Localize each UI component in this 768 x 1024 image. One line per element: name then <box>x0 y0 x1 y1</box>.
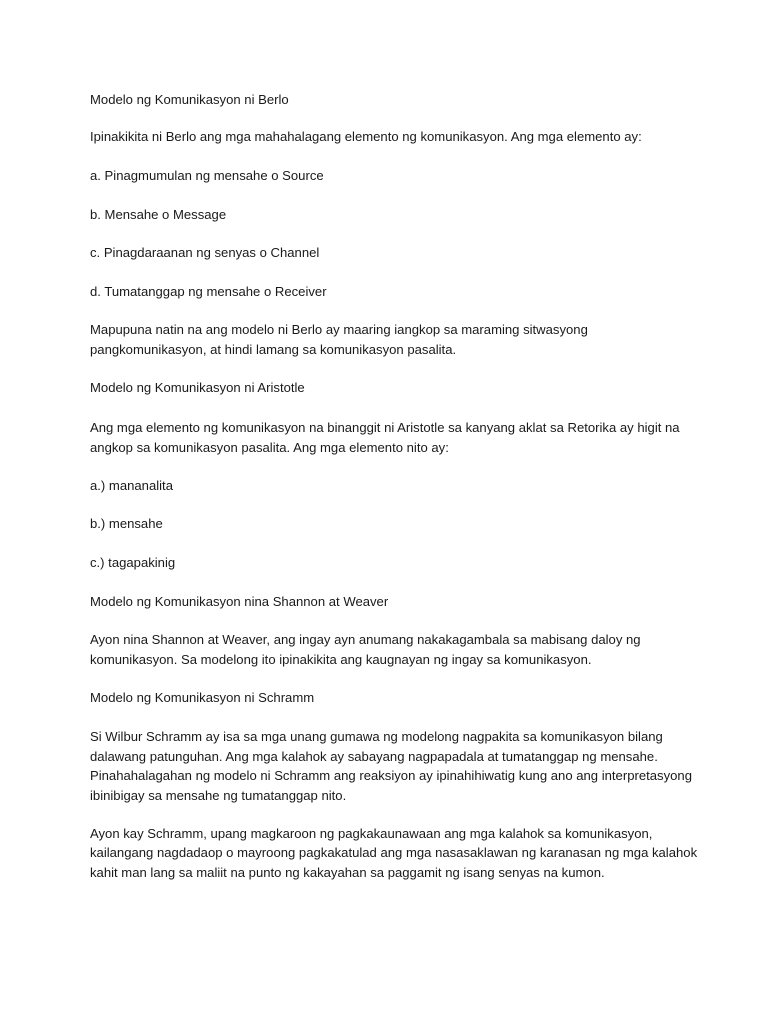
paragraph-line: Mapupuna natin na ang modelo ni Berlo ay maaring iangkop sa maraming sitwasyong <box>90 322 588 337</box>
list-item: a.) mananalita <box>90 478 173 493</box>
heading-schramm: Modelo ng Komunikasyon ni Schramm <box>90 690 315 705</box>
list-item: a. Pinagmumulan ng mensahe o Source <box>90 168 324 183</box>
paragraph-line: Ang mga elemento ng komunikasyon na binanggit ni Aristotle sa kanyang aklat sa Retorika ay higit na <box>90 420 680 435</box>
list-item: b. Mensahe o Message <box>90 207 227 222</box>
list-item: b.) mensahe <box>90 516 163 531</box>
paragraph-line: kailangang nagdadaop o mayroong pagkakatulad ang mga nasasaklawan ng karanasan ng mga kalahok <box>90 845 698 860</box>
list-item: d. Tumatanggap ng mensahe o Receiver <box>90 284 327 299</box>
heading-shannon-weaver: Modelo ng Komunikasyon nina Shannon at Weaver <box>90 594 389 609</box>
heading-berlo: Modelo ng Komunikasyon ni Berlo <box>90 92 289 107</box>
paragraph-line: Pinahahalagahan ng modelo ni Schramm ang reaksiyon ay ipinahihiwatig kung ano ang interpretasyong <box>90 768 692 783</box>
paragraph-line: ibinibigay sa mensahe ng tumatanggap nito. <box>90 788 347 803</box>
paragraph-line: komunikasyon. Sa modelong ito ipinakikita ang kaugnayan ng ingay sa komunikasyon. <box>90 652 592 667</box>
paragraph-line: dalawang patunguhan. Ang mga kalahok ay sabayang nagpapadala at tumatanggap ng mensahe. <box>90 749 658 764</box>
paragraph-line: Ayon kay Schramm, upang magkaroon ng pagkakaunawaan ang mga kalahok sa komunikasyon, <box>90 826 653 841</box>
paragraph-line: Ayon nina Shannon at Weaver, ang ingay ayn anumang nakakagambala sa mabisang daloy ng <box>90 632 641 647</box>
list-item: c.) tagapakinig <box>90 555 176 570</box>
paragraph-line: kahit man lang sa maliit na punto ng kakayahan sa paggamit ng isang senyas na kumon. <box>90 865 605 880</box>
list-item: c. Pinagdaraanan ng senyas o Channel <box>90 245 320 260</box>
paragraph-line: angkop sa komunikasyon pasalita. Ang mga elemento nito ay: <box>90 440 449 455</box>
paragraph-line: Si Wilbur Schramm ay isa sa mga unang gumawa ng modelong nagpakita sa komunikasyon bilang <box>90 729 663 744</box>
paragraph-line: Ipinakikita ni Berlo ang mga mahahalagang elemento ng komunikasyon. Ang mga elemento ay: <box>90 129 642 144</box>
heading-aristotle: Modelo ng Komunikasyon ni Aristotle <box>90 380 305 395</box>
paragraph-line: pangkomunikasyon, at hindi lamang sa komunikasyon pasalita. <box>90 342 457 357</box>
